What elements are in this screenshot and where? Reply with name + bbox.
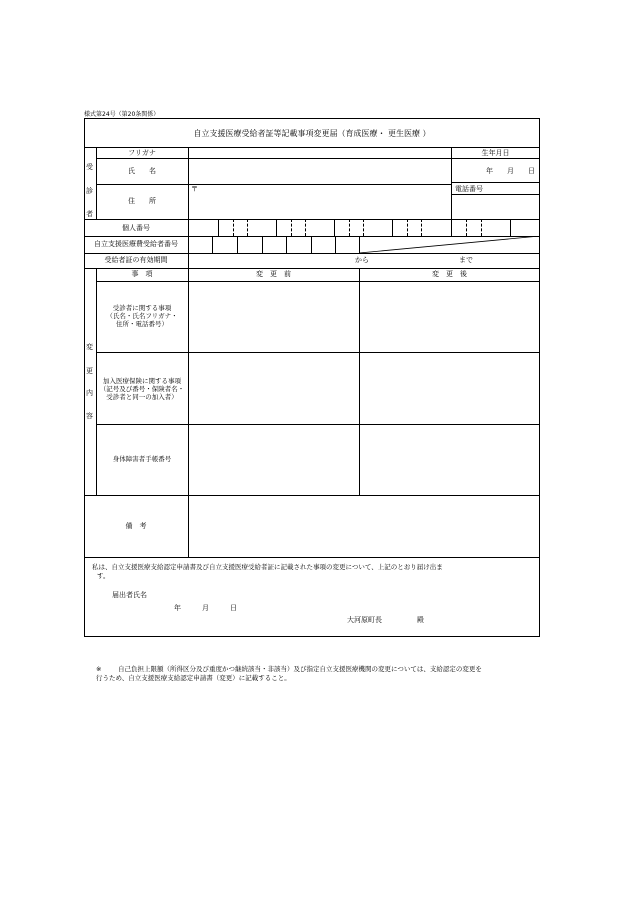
digit-divider [305, 219, 306, 236]
phone-label: 電話番号 [455, 185, 483, 193]
cert-divider [311, 236, 312, 253]
form-number: 様式第24号（第20条関係） [84, 111, 160, 118]
rule-change-row1 [96, 352, 540, 353]
change-side-label-4: 容 [86, 412, 93, 420]
postal-mark: 〒 [191, 185, 198, 193]
digit-divider [363, 219, 364, 236]
validity-until: まで [459, 256, 473, 264]
rule-birth [451, 182, 540, 183]
rule-name [96, 184, 451, 185]
change-header-before: 変 更 前 [256, 270, 291, 278]
recipient-side-label-1: 受 [86, 163, 93, 171]
digit-divider [334, 219, 335, 236]
cert-divider [237, 236, 238, 253]
rule-title [84, 147, 540, 148]
birth-date-units: 年 月 日 [486, 167, 535, 175]
diagonal-strike [359, 236, 540, 253]
digit-divider [451, 219, 452, 236]
individual-number-label: 個人番号 [122, 224, 150, 232]
furigana-label: フリガナ [128, 149, 156, 157]
change-row-insurance: 加入医療保険に関する事項 （記号及び番号・保険者名・ 受診者と同一の加入者） [99, 377, 185, 401]
digit-divider [233, 219, 234, 236]
addressee: 大河原町長 殿 [347, 616, 424, 624]
digit-divider [392, 219, 393, 236]
address-label: 住 所 [128, 197, 156, 205]
cert-divider [335, 236, 336, 253]
cert-divider [286, 236, 287, 253]
rule-validity [84, 268, 540, 269]
change-side-label-3: 内 [86, 389, 93, 397]
change-row-disability: 身体障害者手帳番号 [112, 455, 172, 463]
birth-date-label: 生年月日 [481, 149, 510, 157]
digit-divider [349, 219, 350, 236]
cert-divider [262, 236, 263, 253]
rule-address [84, 219, 540, 220]
applicant-name-label: 届出者氏名 [112, 591, 147, 599]
rule-furigana [96, 158, 540, 159]
digit-divider [407, 219, 408, 236]
rule-change-row3 [84, 495, 540, 496]
change-header-item: 事 項 [131, 270, 153, 278]
digit-divider [510, 219, 511, 236]
note-line1: 自己負担上限額（所得区分及び重度かつ継続該当・非該当）及び指定自立支援医療機関の変更については、支給認定の変更を [118, 665, 482, 673]
change-header-after: 変 更 後 [432, 270, 467, 278]
recipient-side-label-3: 者 [86, 210, 93, 218]
remarks-label: 備 考 [125, 522, 147, 530]
declaration-date: 年 月 日 [174, 604, 237, 612]
digit-divider [218, 219, 219, 236]
digit-divider [466, 219, 467, 236]
declaration-line1: 私は、自立支援医療支給認定申請書及び自立支援医療受給者証に記載された事項の変更について、上記のとおり届け出ま [92, 563, 443, 571]
declaration-line2: す。 [97, 572, 110, 580]
note-line2: 行うため、自立支援医療支給認定申請書（変更）に記載すること。 [96, 674, 291, 682]
certificate-number-label: 自立支援医療費受給者番号 [94, 240, 178, 248]
rule-change-row2 [96, 424, 540, 425]
rule-certificate [84, 253, 540, 254]
form-title: 自立支援医療受給者証等記載事項変更届（育成医療・ 更生医療 ） [193, 129, 431, 138]
rule-change-header [96, 281, 540, 282]
rule-before-after [359, 268, 360, 495]
digit-divider [291, 219, 292, 236]
validity-from: から [355, 256, 369, 264]
cert-divider [212, 236, 213, 253]
rule-phone-label [451, 194, 540, 195]
digit-divider [421, 219, 422, 236]
change-row-recipient: 受診者に関する事項 （氏名・氏名フリガナ・ 住所・電話番号） [106, 304, 178, 328]
validity-label: 受給者証の有効期間 [104, 256, 168, 264]
recipient-side-label-2: 診 [86, 187, 93, 195]
digit-divider [276, 219, 277, 236]
note-mark: ※ [96, 665, 102, 673]
change-side-label-2: 更 [86, 367, 93, 375]
digit-divider [247, 219, 248, 236]
name-label: 氏 名 [128, 167, 156, 175]
digit-divider [481, 219, 482, 236]
rule-label-col [188, 147, 189, 495]
rule-remarks [84, 557, 540, 558]
change-side-label-1: 変 [86, 343, 93, 351]
rule-remarks-col [188, 495, 189, 557]
